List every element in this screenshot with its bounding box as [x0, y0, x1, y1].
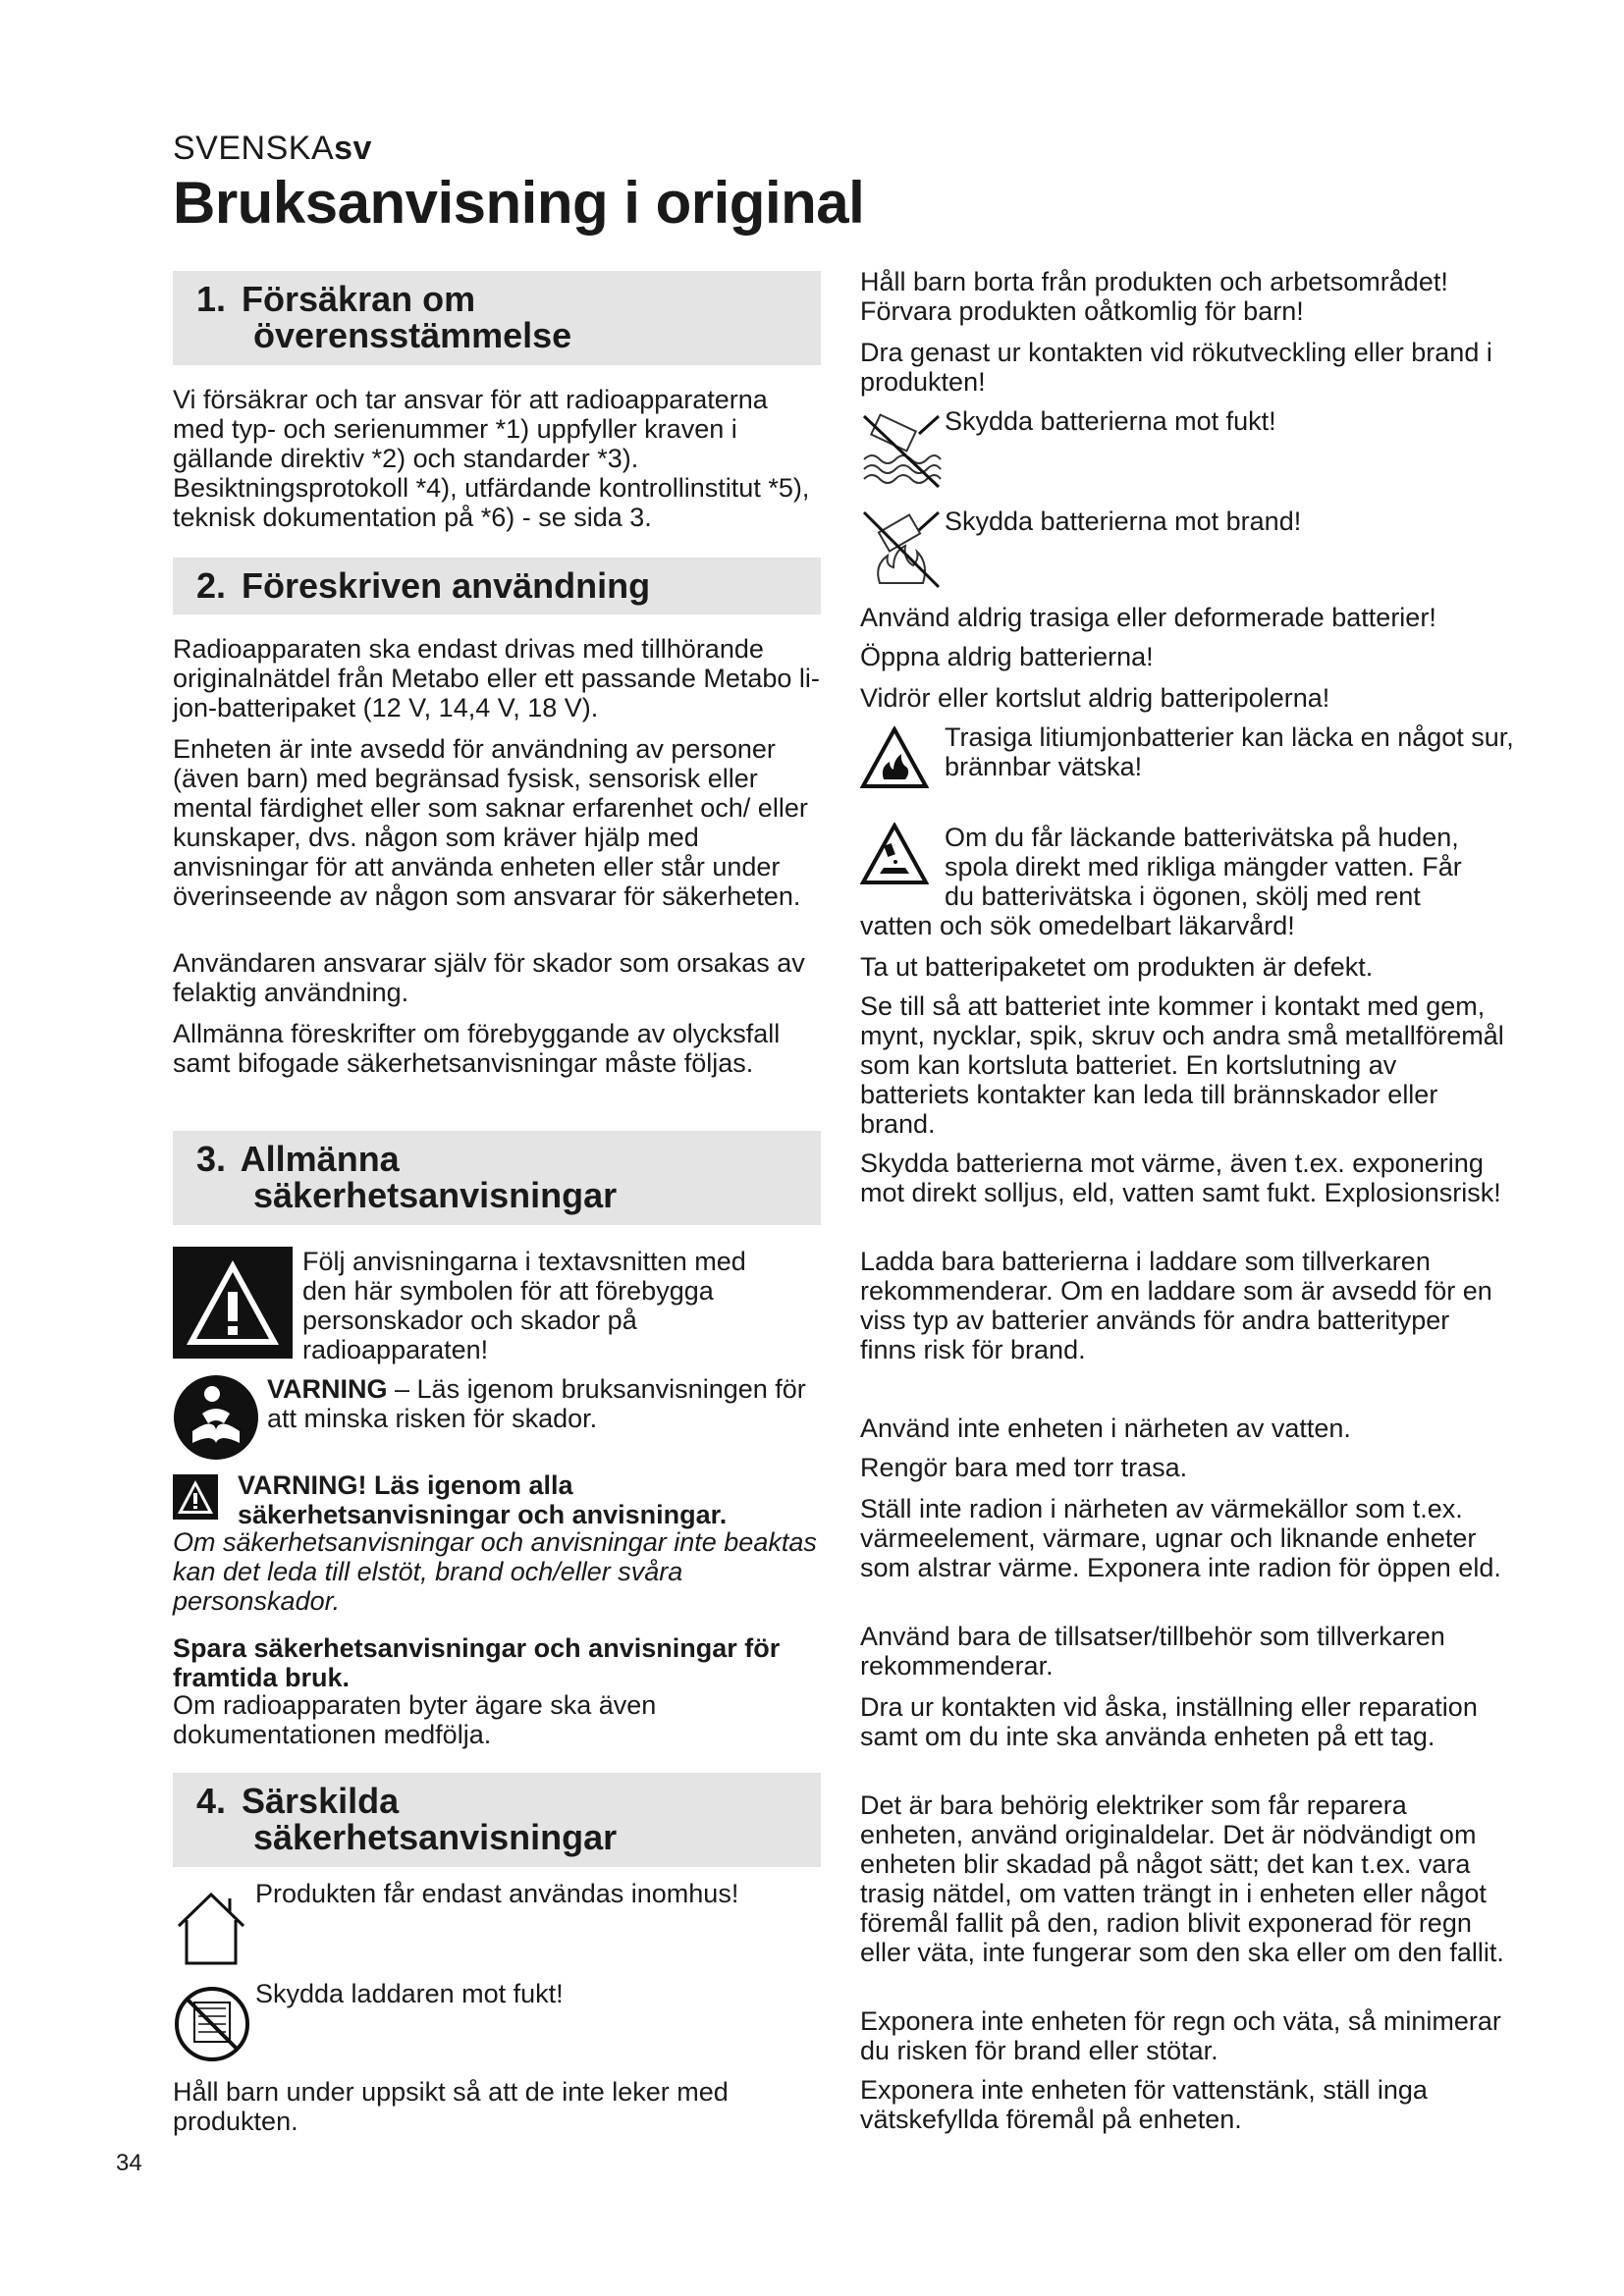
section-3-title-line2: säkerhetsanvisningar — [253, 1175, 618, 1215]
skin-contact-line-3: du batterivätska i ögonen, skölj med rent — [945, 881, 1421, 911]
warning-text: – Läs igenom bruksanvisningen för att minska risken för skador. — [267, 1374, 806, 1433]
section-4-number: 4. — [196, 1781, 227, 1821]
warning2-italic: Om säkerhetsanvisningar och anvisningar inte beaktas kan det leda till elstöt, brand och/eller svåra personskador. — [173, 1527, 817, 1616]
corrosive-warning-icon — [860, 823, 929, 885]
section-2-heading — [173, 558, 821, 614]
right-paragraph-17: Exponera inte enheten för vattenstänk, ställ inga vätskefyllda föremål på enheten. — [860, 2075, 1428, 2134]
section-2-paragraph-3: Användaren ansvarar själv för skador som orsakas av felaktig användning. — [173, 948, 805, 1007]
battery-fire: Skydda batterierna mot brand! — [945, 507, 1302, 536]
indoor-house-icon — [173, 1889, 249, 1967]
right-paragraph-6: Ta ut batteripaketet om produkten är defekt. — [860, 952, 1374, 982]
language-code: sv — [334, 130, 372, 167]
right-paragraph-4: Öppna aldrig batterierna! — [860, 642, 1154, 671]
children-supervision: Håll barn under uppsikt så att de inte leker med produkten. — [173, 2077, 729, 2136]
right-paragraph-14: Dra ur kontakten vid åska, inställning eller reparation samt om du inte ska använda enheten på ett tag. — [860, 1692, 1478, 1751]
warning-small-icon — [173, 1474, 218, 1520]
right-paragraph-13: Använd bara de tillsatser/tillbehör som tillverkaren rekommenderar. — [860, 1622, 1445, 1681]
battery-no-fire-icon — [860, 508, 943, 591]
warning-label: VARNING — [267, 1374, 388, 1404]
section-2-number: 2. — [196, 565, 227, 606]
battery-moisture: Skydda batterierna mot fukt! — [945, 406, 1276, 436]
right-paragraph-15: Det är bara behörig elektriker som får reparera enheten, använd originaldelar. Det är nödvändigt om enheten blir skadad på något sätt; det kan t.ex. vara trasig nätdel, om vatten trängt in i enheten eller något föremål fallit på den, radion blivit exponerad för regn eller väta, inte fungerar som den ska eller om den fallit. — [860, 1790, 1504, 1967]
keep-instructions-bold: Spara säkerhetsanvisningar och anvisningar för framtida bruk. — [173, 1633, 781, 1692]
right-paragraph-9: Ladda bara batterierna i laddare som tillverkaren rekommenderar. Om en laddare som är avsedd för en viss typ av batterier används för andra batterityper finns risk för brand. — [860, 1247, 1492, 1364]
right-paragraph-2: Dra genast ur kontakten vid rökutveckling eller brand i produkten! — [860, 338, 1492, 397]
page-number: 34 — [116, 2150, 142, 2176]
right-paragraph-16: Exponera inte enheten för regn och väta, så minimerar du risken för brand eller stötar. — [860, 2006, 1501, 2065]
no-rain-icon — [173, 1985, 251, 2063]
section-4-heading — [173, 1773, 821, 1867]
indoor-only: Produkten får endast användas inomhus! — [255, 1879, 739, 1908]
section-1-heading — [173, 271, 821, 365]
flammable-warning-icon — [860, 726, 929, 789]
warning-triangle-icon — [173, 1247, 293, 1359]
language-label — [173, 130, 372, 168]
battery-no-water-icon — [860, 412, 943, 491]
section-1-title-line2: överensstämmelse — [253, 315, 572, 355]
right-paragraph-10: Använd inte enheten i närheten av vatten. — [860, 1414, 1351, 1443]
skin-contact-line-1: Om du får läckande batterivätska på huden, — [945, 823, 1459, 852]
read-manual-icon — [173, 1374, 259, 1461]
right-paragraph-3: Använd aldrig trasiga eller deformerade batterier! — [860, 603, 1436, 632]
skin-contact-line-4: vatten och sök omedelbart läkarvård! — [860, 911, 1295, 940]
section-4-title-line2: säkerhetsanvisningar — [253, 1817, 618, 1857]
right-paragraph-12: Ställ inte radion i närheten av värmekällor som t.ex. värmeelement, värmare, ugnar och liknande enheter som alstrar värme. Exponera inte radion för öppen eld. — [860, 1494, 1501, 1582]
symbol-note: Följ anvisningarna i textavsnitten med den här symbolen för att förebygga personskador och skador på radioapparaten! — [302, 1247, 746, 1364]
leaking-batteries: Trasiga litiumjonbatterier kan läcka en något sur, brännbar vätska! — [945, 722, 1514, 781]
section-2-paragraph-4: Allmänna föreskrifter om förebyggande av olycksfall samt bifogade säkerhetsanvisningar måste följas. — [173, 1019, 781, 1078]
charger-moisture: Skydda laddaren mot fukt! — [255, 1979, 564, 2008]
section-1-paragraph: Vi försäkrar och tar ansvar för att radioapparaterna med typ- och serienummer *1) uppfyller kraven i gällande direktiv *2) och standarder *3). Besiktningsprotokoll *4), utfärdande kontrollinstitut *5), teknisk dokumentation på *6) - se sida 3. — [173, 385, 810, 532]
right-paragraph-11: Rengör bara med torr trasa. — [860, 1453, 1188, 1482]
section-2-paragraph-2: Enheten är inte avsedd för användning av personer (även barn) med begränsad fysisk, sensorisk eller mental färdighet eller som saknar erfarenhet och/ eller kunskaper, dvs. någon som kräver hjälp med anvisningar för att använda enheten eller står under överinseende av någon som ansvarar för säkerheten. — [173, 734, 808, 911]
keep-instructions-text: Om radioapparaten byter ägare ska även dokumentationen medfölja. — [173, 1690, 657, 1749]
right-paragraph-5: Vidrör eller kortslut aldrig batteripolerna! — [860, 683, 1330, 713]
section-2-title-line1: Föreskriven användning — [242, 565, 651, 606]
section-3-heading — [173, 1131, 821, 1225]
section-3-title-line1: Allmänna — [240, 1139, 400, 1179]
page-title: Bruksanvisning i original — [173, 170, 865, 236]
skin-contact-line-2: spola direkt med rikliga mängder vatten. Får — [945, 852, 1462, 881]
warning-read-manual — [267, 1374, 817, 1433]
section-4-title-line1: Särskilda — [242, 1781, 400, 1821]
warning2-title: VARNING! Läs igenom alla säkerhetsanvisningar och anvisningar. — [238, 1470, 728, 1529]
section-1-title-line1: Försäkran om — [242, 279, 476, 319]
right-paragraph-7: Se till så att batteriet inte kommer i kontakt med gem, mynt, nycklar, spik, skruv och andra små metallföremål som kan kortsluta batteriet. En kortslutning av batteriets kontakter kan leda till brännskador eller brand. — [860, 991, 1504, 1139]
section-2-paragraph-1: Radioapparaten ska endast drivas med tillhörande originalnätdel från Metabo eller ett passande Metabo li-jon-batteripaket (12 V, 14,4 V, 18 V). — [173, 634, 820, 722]
right-paragraph-1: Håll barn borta från produkten och arbetsområdet! Förvara produkten oåtkomlig för barn! — [860, 267, 1448, 326]
section-1-number: 1. — [196, 279, 227, 319]
section-3-number: 3. — [196, 1139, 227, 1179]
language-prefix: SVENSKA — [173, 130, 335, 167]
right-paragraph-8: Skydda batterierna mot värme, även t.ex. exponering mot direkt solljus, eld, vatten samt fukt. Explosionsrisk! — [860, 1148, 1501, 1207]
